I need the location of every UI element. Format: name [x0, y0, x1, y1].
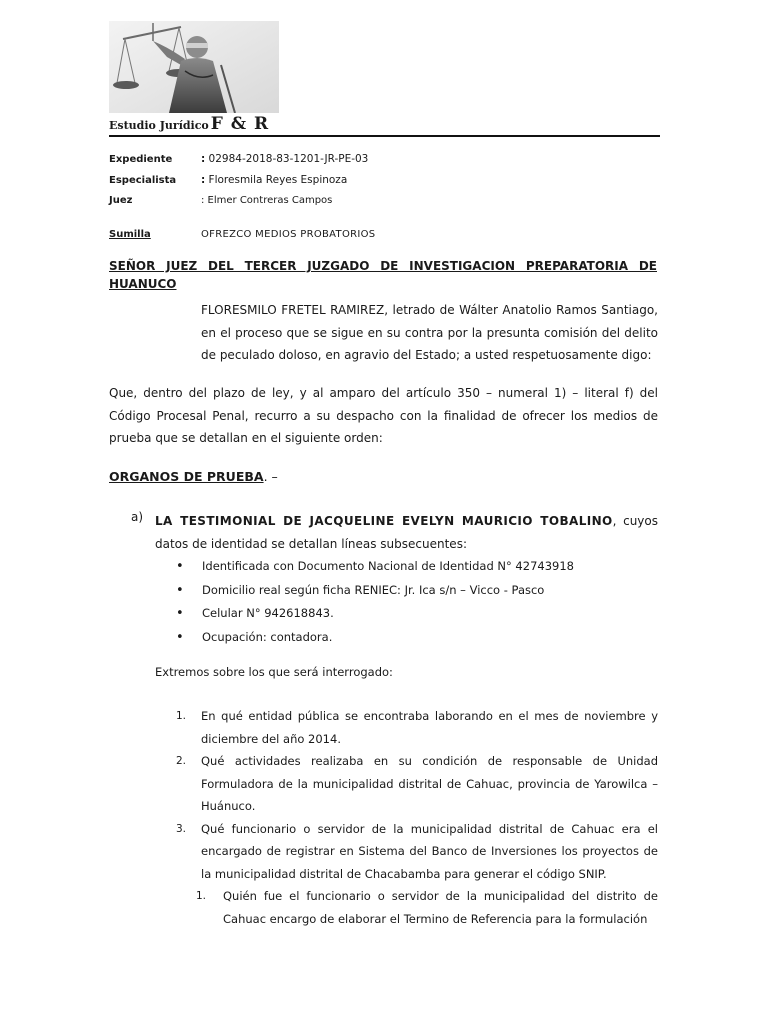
especialista-value: : Floresmila Reyes Espinoza — [201, 174, 348, 186]
sub-list-item — [196, 885, 658, 930]
list-item — [176, 705, 658, 750]
header-divider — [109, 135, 660, 137]
expediente-value: : 02984-2018-83-1201-JR-PE-03 — [201, 153, 369, 165]
firm-initials: F & R — [210, 114, 270, 134]
extremos-text: Extremos sobre los que será interrogado: — [155, 665, 393, 679]
item-text: Quién fue el funcionario o servidor de la municipalidad del distrito de Cahuac encargo de elaborar el Termino de Referencia para la formulación — [223, 889, 658, 926]
sumilla-value: OFREZCO MEDIOS PROBATORIOS — [201, 229, 376, 240]
list-item — [176, 750, 658, 818]
section-heading — [109, 469, 278, 484]
questions-list — [176, 705, 658, 930]
list-item: • Ocupación: contadora. — [176, 626, 574, 650]
identity-list — [176, 555, 574, 649]
item-a-title: LA TESTIMONIAL DE JACQUELINE EVELYN MAURICIO TOBALINO — [155, 514, 613, 528]
intro-paragraph: FLORESMILO FRETEL RAMIREZ, letrado de Wálter Anatolio Ramos Santiago, en el proceso que se sigue en su contra por la presunta comisión del delito de peculado doloso, en agravio del Estado; a usted respetuosamente digo: — [201, 303, 658, 362]
item-number: 1. — [176, 710, 187, 722]
lady-justice-logo — [109, 21, 279, 113]
firm-prefix: Estudio Jurídico — [109, 119, 209, 132]
item-number: 2. — [176, 755, 187, 767]
addressee-heading: SEÑOR JUEZ DEL TERCER JUZGADO DE INVESTIGACION PREPARATORIA DE HUANUCO — [109, 259, 657, 291]
item-a-text: , cuyos datos de identidad se detallan líneas subsecuentes: — [155, 514, 658, 551]
juez-label: Juez — [109, 195, 133, 206]
section-suffix: . – — [263, 469, 278, 484]
expediente-label: Expediente — [109, 154, 173, 165]
item-number: 3. — [176, 822, 187, 835]
item-text: Qué funcionario o servidor de la municipalidad distrital de Cahuac era el encargado de registrar en Sistema del Banco de Inversiones los proyectos de la municipalidad distrital de Chacabamba para generar el código SNIP. — [201, 821, 658, 881]
list-item: • Celular N° 942618843. — [176, 602, 574, 626]
item-text: En qué entidad pública se encontraba laborando en el mes de noviembre y diciembre del año 2014. — [201, 709, 658, 746]
juez-value: : Elmer Contreras Campos — [201, 195, 333, 206]
especialista-label: Especialista — [109, 175, 177, 186]
list-item — [176, 818, 658, 886]
sumilla-label: Sumilla — [109, 229, 151, 240]
item-text: Qué actividades realizaba en su condición de responsable de Unidad Formuladora de la municipalidad distrital de Cahuac, provincia de Yarowilca – Huánuco. — [201, 754, 658, 813]
list-item: • Identificada con Documento Nacional de Identidad N° 42743918 — [176, 555, 574, 579]
item-number: 1. — [196, 890, 207, 902]
list-item: • Domicilio real según ficha RENIEC: Jr. Ica s/n – Vicco - Pasco — [176, 579, 574, 603]
item-a-marker: a) — [131, 510, 144, 524]
section-title: ORGANOS DE PRUEBA — [109, 469, 264, 484]
item-a-paragraph — [155, 510, 658, 555]
body-paragraph: Que, dentro del plazo de ley, y al amparo del artículo 350 – numeral 1) – literal f) del Código Procesal Penal, recurro a su despacho con la finalidad de ofrecer los medios de prueba que se detallan en el siguiente orden: — [109, 386, 658, 445]
firm-name — [109, 114, 269, 134]
